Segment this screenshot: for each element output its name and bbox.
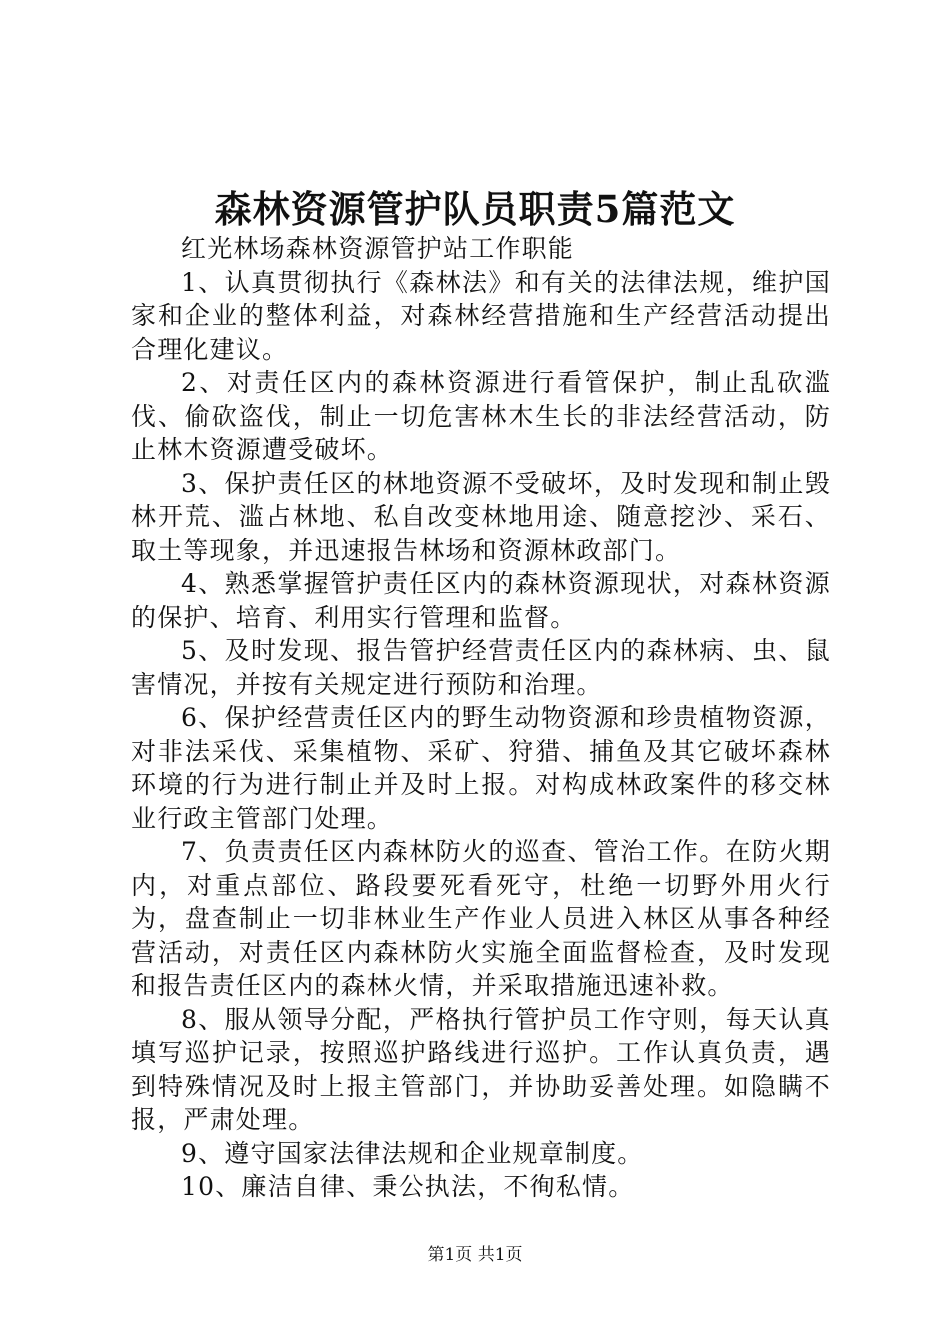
paragraph-item-5: 5、及时发现、报告管护经营责任区内的森林病、虫、鼠害情况，并按有关规定进行预防和治理。	[131, 636, 831, 699]
paragraph-item-3: 3、保护责任区的林地资源不受破坏，及时发现和制止毁林开荒、滥占林地、私自改变林地用途、随意挖沙、采石、取土等现象，并迅速报告林场和资源林政部门。	[131, 468, 831, 565]
paragraph-item-6: 6、保护经营责任区内的野生动物资源和珍贵植物资源，对非法采伐、采集植物、采矿、狩猎、捕鱼及其它破坏森林环境的行为进行制止并及时上报。对构成林政案件的移交林业行政主管部门处理。	[131, 703, 831, 833]
page-footer: 第1页 共1页	[427, 1245, 523, 1265]
paragraph-item-8: 8、服从领导分配，严格执行管护员工作守则，每天认真填写巡护记录，按照巡护路线进行巡护。工作认真负责，遇到特殊情况及时上报主管部门，并协助妥善处理。如隐瞒不报，严肃处理。	[131, 1004, 831, 1134]
paragraph-heading: 红光林场森林资源管护站工作职能	[181, 234, 575, 263]
paragraph-item-1: 1、认真贯彻执行《森林法》和有关的法律法规，维护国家和企业的整体利益，对森林经营措施和生产经营活动提出合理化建议。	[131, 267, 831, 364]
document-body	[131, 232, 831, 1204]
paragraph-item-9: 9、遵守国家法律法规和企业规章制度。	[181, 1138, 644, 1168]
paragraph-item-2: 2、对责任区内的森林资源进行看管保护，制止乱砍滥伐、偷砍盗伐，制止一切危害林木生长的非法经营活动，防止林木资源遭受破坏。	[131, 368, 831, 464]
paragraph-item-10: 10、廉洁自律、秉公执法，不徇私情。	[181, 1172, 635, 1201]
document-title: 森林资源管护队员职责5篇范文	[214, 187, 736, 231]
paragraph-item-7: 7、负责责任区内森林防火的巡查、管治工作。在防火期内，对重点部位、路段要死看死守，杜绝一切野外用火行为，盘查制止一切非林业生产作业人员进入林区从事各种经营活动，对责任区内森林防火实施全面监督检查，及时发现和报告责任区内的森林火情，并采取措施迅速补救。	[131, 837, 831, 1000]
paragraph-item-4: 4、熟悉掌握管护责任区内的森林资源现状，对森林资源的保护、培育、利用实行管理和监督。	[131, 569, 831, 632]
